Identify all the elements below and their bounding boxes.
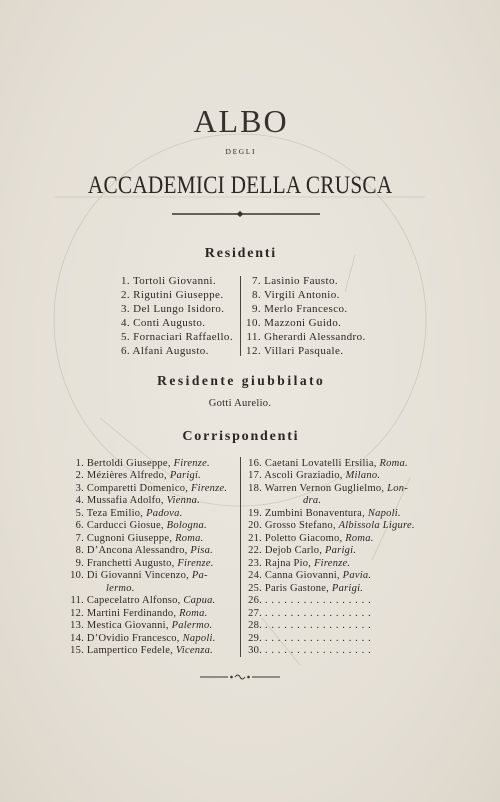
entry-number: 6. bbox=[120, 344, 130, 357]
entry-city: Roma. bbox=[179, 607, 208, 619]
entry-name: Ascoli Graziadio, bbox=[264, 470, 343, 482]
vacant-entry bbox=[240, 620, 415, 632]
entry-number: 2. bbox=[75, 470, 84, 482]
entry-name: Dejob Carlo, bbox=[264, 545, 323, 557]
entry-number: 1. bbox=[120, 275, 130, 287]
entry-city-continuation: lermo. bbox=[106, 582, 135, 594]
entry-number: 18. bbox=[248, 482, 262, 494]
corrispondente-entry bbox=[58, 570, 227, 582]
entry-number: 8. bbox=[251, 288, 261, 301]
residente-entry bbox=[108, 289, 233, 303]
entry-city: Padova. bbox=[146, 507, 183, 519]
corrispondente-entry bbox=[58, 495, 227, 507]
entry-name: Mestica Giovanni, bbox=[86, 620, 169, 632]
corrispondente-entry bbox=[240, 483, 415, 495]
entry-name: Rajna Pio, bbox=[264, 557, 312, 569]
entry-number: 5. bbox=[75, 507, 84, 519]
entry-number: 3. bbox=[120, 302, 130, 315]
entry-name: Caetani Lovatelli Ersilia, bbox=[264, 458, 377, 469]
vacant-entry bbox=[240, 608, 415, 620]
entry-city-continuation: dra. bbox=[303, 495, 322, 507]
entry-city: Firenze. bbox=[190, 482, 228, 494]
entry-number: 27. bbox=[248, 607, 262, 619]
entry-name: Martini Ferdinando, bbox=[86, 607, 177, 619]
entry-name: Fornaciari Raffaello. bbox=[133, 330, 233, 343]
entry-number: 8. bbox=[75, 545, 84, 557]
entry-city: Firenze. bbox=[314, 557, 351, 569]
corrispondente-entry bbox=[58, 645, 227, 657]
entry-number: 12. bbox=[70, 607, 84, 619]
entry-city: Milano. bbox=[345, 470, 381, 482]
corrispondenti-left-column bbox=[58, 458, 227, 658]
entry-name: Poletto Giacomo, bbox=[264, 532, 343, 544]
entry-number: 11. bbox=[246, 330, 261, 343]
residente-entry bbox=[108, 331, 233, 345]
residente-entry bbox=[108, 345, 233, 359]
entry-city: Capua. bbox=[183, 595, 216, 607]
residente-entry bbox=[240, 275, 366, 289]
entry-name: Cugnoni Giuseppe, bbox=[86, 532, 173, 544]
entry-city: Bologna. bbox=[166, 520, 207, 532]
corrispondente-entry bbox=[58, 595, 227, 607]
corrispondente-entry bbox=[240, 545, 415, 557]
entry-name: D’Ancona Alessandro, bbox=[86, 545, 188, 557]
entry-number: 23. bbox=[248, 557, 262, 569]
entry-number: 30. bbox=[248, 645, 262, 657]
entry-blank-leader: . . . . . . . . . . . . . . . . . bbox=[264, 645, 372, 657]
corrispondente-entry bbox=[240, 508, 415, 520]
entry-name: Warren Vernon Guglielmo, bbox=[264, 482, 385, 494]
residente-entry bbox=[108, 275, 233, 289]
corrispondente-entry bbox=[58, 508, 227, 520]
corrispondente-entry bbox=[240, 470, 415, 482]
entry-number: 24. bbox=[248, 570, 262, 582]
entry-city: Parigi. bbox=[169, 470, 202, 482]
entry-name: Teza Emilio, bbox=[86, 507, 144, 519]
vacant-entry bbox=[240, 595, 415, 607]
entry-continuation-line bbox=[240, 495, 415, 507]
vacant-entry bbox=[240, 645, 415, 657]
entry-blank-leader: . . . . . . . . . . . . . . . . . bbox=[264, 595, 372, 607]
corrispondente-entry bbox=[58, 620, 227, 632]
entry-number: 4. bbox=[120, 316, 130, 329]
title-connector: DEGLI bbox=[225, 147, 257, 156]
entry-number: 26. bbox=[248, 595, 262, 607]
residente-entry bbox=[240, 345, 366, 359]
section-heading-corrispondenti: Corrispondenti bbox=[182, 429, 300, 444]
corrispondente-entry bbox=[58, 533, 227, 545]
entry-city: Napoli. bbox=[367, 507, 401, 519]
entry-number: 4. bbox=[75, 495, 84, 507]
section-heading-residenti: Residenti bbox=[204, 246, 277, 261]
entry-name: Tortoli Giovanni. bbox=[132, 275, 216, 287]
entry-city: Albissola Ligure. bbox=[338, 520, 415, 532]
page-title: ALBO bbox=[193, 103, 289, 139]
entry-city: Roma. bbox=[345, 532, 374, 544]
entry-number: 3. bbox=[75, 482, 84, 494]
corrispondente-entry bbox=[240, 533, 415, 545]
residenti-right-column bbox=[240, 275, 366, 358]
entry-number: 12. bbox=[246, 344, 261, 357]
residente-entry bbox=[240, 289, 366, 303]
residente-entry bbox=[108, 303, 233, 317]
entry-number: 21. bbox=[248, 532, 262, 544]
entry-number: 16. bbox=[248, 458, 262, 469]
entry-city: Vicenza. bbox=[175, 645, 213, 657]
entry-number: 11. bbox=[70, 595, 84, 607]
entry-number: 22. bbox=[248, 545, 262, 557]
closing-ornament bbox=[195, 671, 285, 683]
entry-city: Pisa. bbox=[190, 545, 213, 557]
entry-number: 2. bbox=[120, 288, 130, 301]
entry-city: Parigi. bbox=[325, 545, 357, 557]
entry-name: Zumbini Bonaventura, bbox=[264, 507, 365, 519]
entry-number: 5. bbox=[120, 330, 130, 343]
corrispondente-entry bbox=[58, 483, 227, 495]
entry-name: Franchetti Augusto, bbox=[86, 557, 175, 569]
entry-name: Merlo Francesco. bbox=[264, 302, 348, 315]
entry-number: 29. bbox=[248, 632, 262, 644]
entry-name: Mézières Alfredo, bbox=[86, 470, 167, 482]
entry-name: Lampertico Fedele, bbox=[86, 645, 174, 657]
entry-name: Comparetti Domenico, bbox=[86, 482, 189, 494]
corrispondente-entry bbox=[240, 583, 415, 595]
entry-name: Lasinio Fausto. bbox=[264, 275, 338, 287]
entry-city: Vienna. bbox=[166, 495, 201, 507]
entry-city: Roma. bbox=[175, 532, 204, 544]
entry-number: 7. bbox=[75, 532, 84, 544]
entry-number: 10. bbox=[70, 570, 84, 582]
entry-name: Capecelatro Alfonso, bbox=[86, 595, 181, 607]
vacant-entry bbox=[240, 633, 415, 645]
entry-name: Canna Giovanni, bbox=[264, 570, 340, 582]
entry-number: 9. bbox=[251, 302, 261, 315]
entry-city: Pa- bbox=[191, 570, 208, 582]
corrispondente-entry bbox=[58, 470, 227, 482]
entry-name: Gherardi Alessandro. bbox=[264, 330, 366, 343]
residenti-left-column bbox=[108, 275, 233, 358]
entry-name: Paris Gastone, bbox=[264, 582, 330, 594]
entry-name: Mazzoni Guido. bbox=[264, 316, 342, 329]
title-rule-ornament bbox=[168, 209, 324, 219]
entry-name: Conti Augusto. bbox=[133, 316, 206, 329]
entry-number: 19. bbox=[248, 507, 262, 519]
entry-number: 10. bbox=[246, 316, 261, 329]
corrispondente-entry bbox=[240, 570, 415, 582]
corrispondente-entry bbox=[240, 558, 415, 570]
entry-name: Di Giovanni Vincenzo, bbox=[86, 570, 189, 582]
entry-continuation-line bbox=[58, 583, 227, 595]
corrispondente-entry bbox=[58, 633, 227, 645]
entry-number: 28. bbox=[248, 620, 262, 632]
corrispondente-entry bbox=[240, 520, 415, 532]
section-heading-giubbilato: Residente giubbilato bbox=[157, 373, 326, 388]
entry-number: 17. bbox=[248, 470, 262, 482]
entry-name: Virgili Antonio. bbox=[263, 288, 340, 301]
entry-city: Parigi. bbox=[331, 582, 364, 594]
entry-city: Palermo. bbox=[171, 620, 213, 632]
corrispondente-entry bbox=[240, 458, 415, 470]
page-subtitle bbox=[0, 172, 480, 200]
entry-name: Del Lungo Isidoro. bbox=[133, 302, 225, 315]
corrispondente-entry bbox=[58, 545, 227, 557]
residente-entry bbox=[240, 331, 366, 345]
entry-number: 25. bbox=[248, 582, 262, 594]
entry-number: 6. bbox=[75, 520, 84, 532]
residente-entry bbox=[108, 317, 233, 331]
entry-city: Firenze. bbox=[177, 557, 214, 569]
entry-number: 1. bbox=[75, 458, 84, 469]
entry-city: Napoli. bbox=[182, 632, 216, 644]
entry-number: 20. bbox=[248, 520, 262, 532]
entry-number: 13. bbox=[70, 620, 84, 632]
residente-entry bbox=[240, 303, 366, 317]
entry-city: Lon- bbox=[387, 482, 408, 494]
corrispondente-entry bbox=[58, 458, 227, 470]
corrispondente-entry bbox=[58, 608, 227, 620]
entry-name: Grosso Stefano, bbox=[264, 520, 336, 532]
entry-name: D’Ovidio Francesco, bbox=[86, 632, 180, 644]
entry-name: Villari Pasquale. bbox=[263, 344, 344, 357]
entry-number: 7. bbox=[251, 275, 261, 287]
entry-name: Mussafia Adolfo, bbox=[86, 495, 164, 507]
residente-entry bbox=[240, 317, 366, 331]
entry-name: Alfani Augusto. bbox=[132, 344, 209, 357]
corrispondente-entry bbox=[58, 558, 227, 570]
entry-number: 15. bbox=[70, 645, 84, 657]
entry-name: Rigutini Giuseppe. bbox=[133, 288, 224, 301]
entry-blank-leader: . . . . . . . . . . . . . . . . . bbox=[264, 607, 372, 619]
entry-number: 14. bbox=[70, 632, 84, 644]
entry-name: Carducci Giosue, bbox=[86, 520, 164, 532]
entry-blank-leader: . . . . . . . . . . . . . . . . . bbox=[264, 620, 372, 632]
corrispondenti-right-column bbox=[240, 458, 415, 658]
entry-number: 9. bbox=[75, 557, 84, 569]
entry-city: Firenze. bbox=[173, 458, 210, 469]
giubbilato-name: Gotti Aurelio. bbox=[208, 398, 272, 409]
entry-city: Roma. bbox=[379, 458, 408, 469]
entry-blank-leader: . . . . . . . . . . . . . . . . . bbox=[264, 632, 372, 644]
entry-name: Bertoldi Giuseppe, bbox=[86, 458, 171, 469]
corrispondente-entry bbox=[58, 520, 227, 532]
subtitle-text: ACCADEMICI DELLA CRUSCA bbox=[87, 172, 393, 199]
entry-city: Pavia. bbox=[342, 570, 372, 582]
